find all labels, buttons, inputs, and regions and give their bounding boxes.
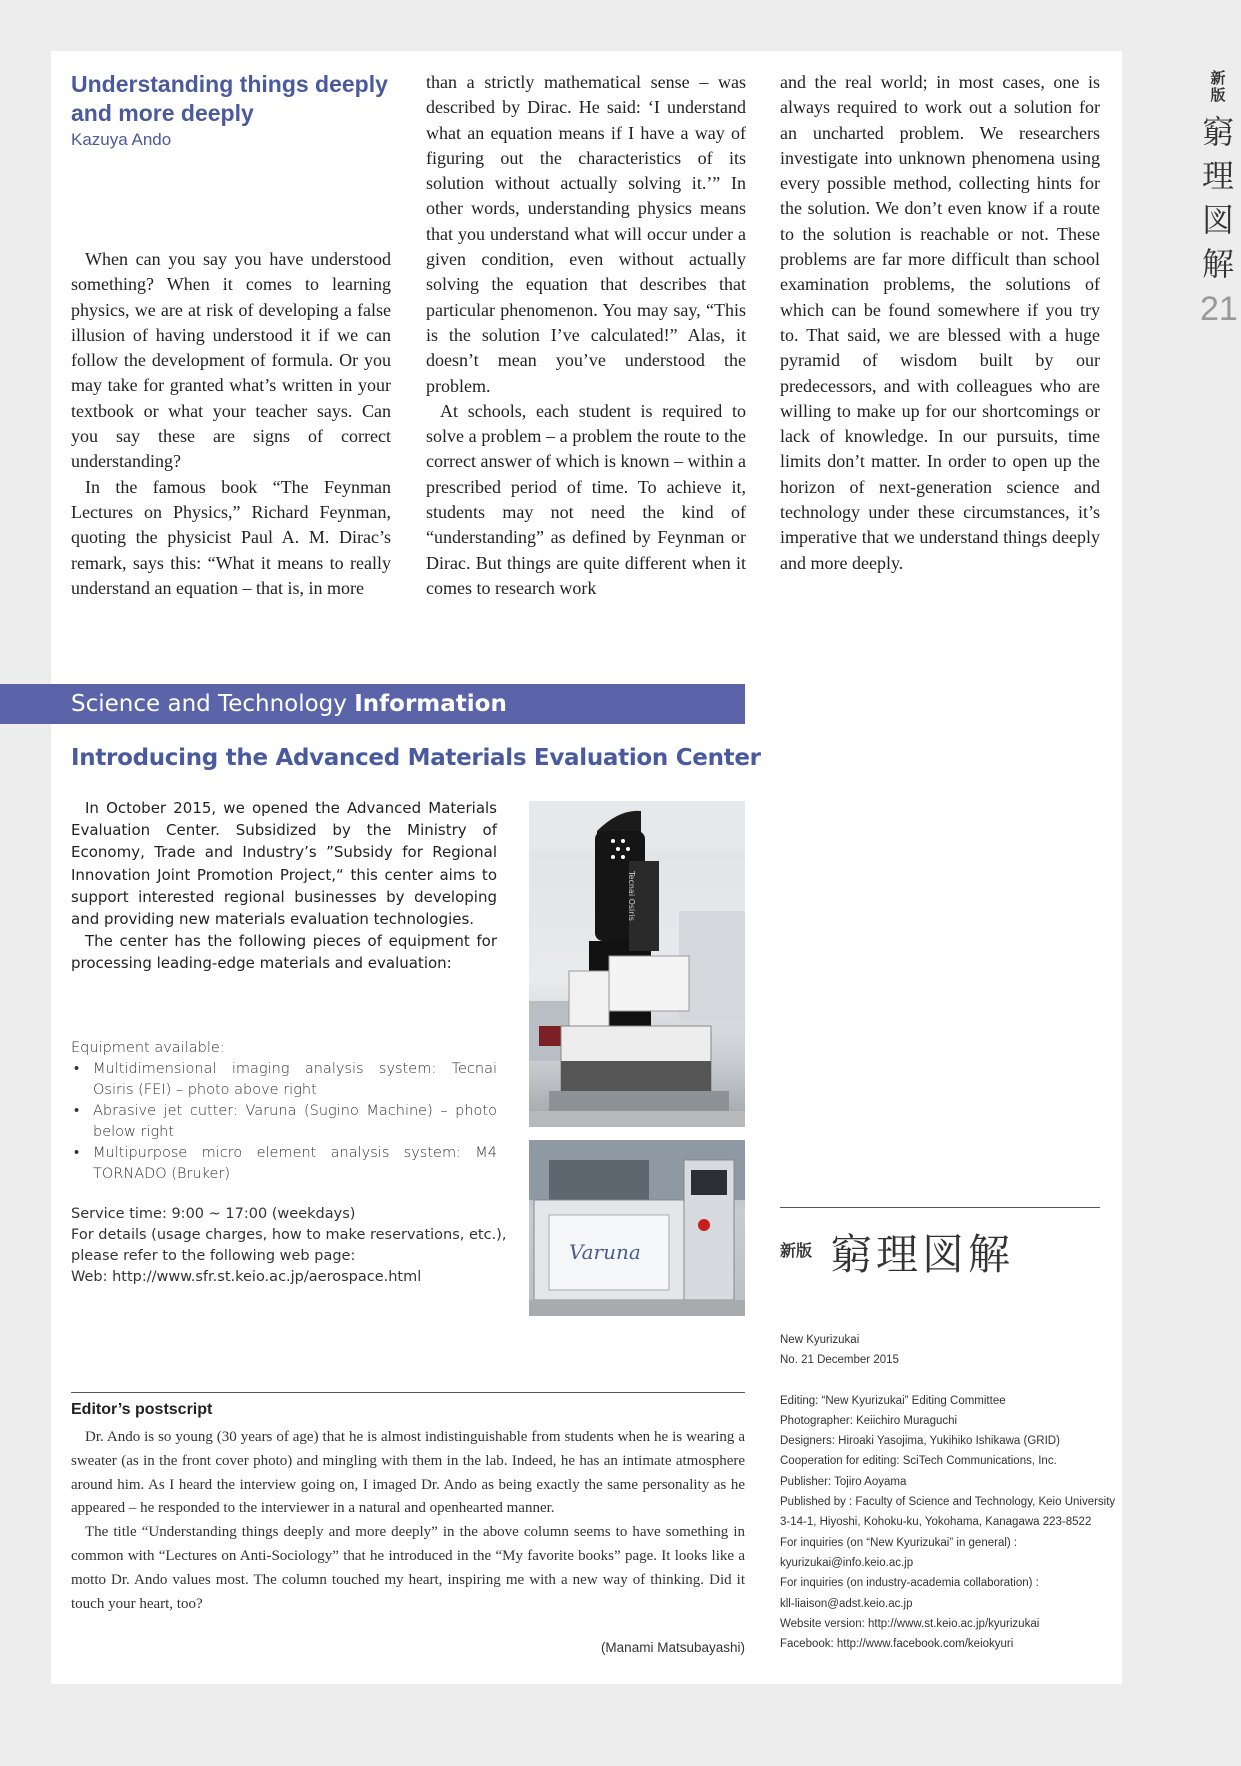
colophon-line: For inquiries (on industry-academia collaboration) : — [780, 1577, 1039, 1590]
postscript-body — [71, 1426, 745, 1616]
side-tab — [1200, 70, 1236, 329]
colophon-line: No. 21 December 2015 — [780, 1354, 899, 1367]
web-link[interactable]: Web: http://www.sfr.st.keio.ac.jp/aerospace.html — [71, 1269, 422, 1285]
section-banner — [0, 684, 745, 724]
article-column-1 — [71, 247, 391, 601]
article-column-3 — [780, 70, 1100, 576]
colophon-line: Photographer: Keiichiro Muraguchi — [780, 1414, 958, 1427]
jet-cutter-photo — [529, 1140, 745, 1316]
colophon — [780, 1330, 1116, 1654]
colophon-line: 3-14-1, Hiyoshi, Kohoku-ku, Yokohama, Kanagawa 223-8522 — [780, 1516, 1092, 1529]
colophon-line: Designers: Hiroaki Yasojima, Yukihiko Ishikawa (GRID) — [780, 1435, 1060, 1448]
list-item: • Multidimensional imaging analysis system: Tecnai Osiris (FEI) – photo above right — [71, 1059, 497, 1101]
colophon-line: Editing: “New Kyurizukai” Editing Committee — [780, 1394, 1006, 1407]
side-tab-char: 解 — [1201, 245, 1234, 283]
colophon-spacer — [780, 1371, 1110, 1391]
article-column-2 — [426, 70, 746, 601]
details-text: please refer to the following web page: — [71, 1248, 356, 1264]
microscope-photo — [529, 801, 745, 1127]
equipment-list — [71, 1038, 497, 1185]
article-paragraph: In the famous book “The Feynman Lectures on Physics,” Richard Feynman, quoting the physicist Paul A. M. Dirac’s remark, says this: “What it means to really understand an equation – that is, in more — [71, 476, 391, 598]
side-tab-char: 窮 — [1201, 113, 1234, 151]
info-title: Introducing the Advanced Materials Evaluation Center — [71, 745, 761, 771]
colophon-line: New Kyurizukai — [780, 1334, 860, 1346]
page-number: 21 — [1200, 290, 1238, 328]
colophon-line: For inquiries (on “New Kyurizukai” in general) : — [780, 1536, 1018, 1549]
postscript-paragraph: Dr. Ando is so young (30 years of age) that he is almost indistinguishable from students when he is wearing a sweater (as in the front cover photo) and mingling with them in the lab. Indeed, he has an intimate atmosphere around him. As I heard the interview going on, I imaged Dr. Ando as being exactly the same personality as he appeared – he responded to the interviewer in a natural and openhearted manner. — [71, 1429, 745, 1517]
banner-label-bold: Information — [354, 691, 507, 717]
colophon-email[interactable]: kyurizukai@info.keio.ac.jp — [780, 1556, 914, 1569]
info-paragraph: In October 2015, we opened the Advanced Materials Evaluation Center. Subsidized by the Ministry of Economy, Trade and Industry’s ”Subsidy for Regional Innovation Joint Promotion Project,“ this center aims to support interested regional businesses by developing and providing new materials evaluation technologies. — [71, 799, 497, 929]
side-tab-title — [1200, 110, 1236, 286]
service-time: Service time: 9:00 ~ 17:00 (weekdays) — [71, 1206, 356, 1222]
banner-label: Science and Technology — [71, 691, 355, 717]
article-title: Understanding things deeply and more deeply — [71, 71, 388, 126]
postscript-title: Editor’s postscript — [71, 1401, 213, 1418]
list-item: • Multipurpose micro element analysis system: M4 TORNADO (Bruker) — [71, 1143, 497, 1185]
photo-caption: Tecnai Osiris — [627, 871, 636, 921]
jet-cutter-illustration — [529, 1140, 745, 1316]
list-item: • Abrasive jet cutter: Varuna (Sugino Machine) – photo below right — [71, 1101, 497, 1143]
service-info — [71, 1204, 511, 1288]
colophon-website[interactable]: Website version: http://www.st.keio.ac.jp/kyurizukai — [780, 1617, 1040, 1630]
equipment-heading: Equipment available: — [71, 1040, 225, 1056]
info-intro — [71, 797, 497, 975]
colophon-line: Cooperation for editing: SciTech Communications, Inc. — [780, 1455, 1057, 1468]
article-paragraph: than a strictly mathematical sense – was described by Dirac. He said: ‘I understand what an equation means if I have a way of figuring out the characteristics of its solution without actually solving it.’” In other words, understanding physics means that you understand what will occur under a given condition, even without actually solving the equation that describes that particular phenomenon. You may say, “This is the solution I’ve calculated!” Alas, it doesn’t mean you’ve understood the problem. — [426, 72, 746, 396]
details-text: For details (usage charges, how to make reservations, etc.), — [71, 1227, 507, 1243]
article-paragraph: At schools, each student is required to solve a problem – a problem the route to the correct answer of which is known – within a prescribed period of time. To achieve it, students may not need the kind of “understanding” as defined by Feynman or Dirac. But things are quite different when it comes to research work — [426, 400, 746, 598]
postscript-paragraph: The title “Understanding things deeply and more deeply” in the above column seems to have something in common with “Lectures on Anti-Sociology” that he introduced in the “My favorite books” page. It looks like a motto Dr. Ando values most. The column touched my heart, inspiring me with a new way of thinking. Did it touch your heart, too? — [71, 1524, 745, 1612]
colophon-line: Published by : Faculty of Science and Technology, Keio University — [780, 1496, 1116, 1509]
masthead-logo: 窮理図解 — [830, 1230, 1015, 1279]
article-paragraph: When can you say you have understood something? When it comes to learning physics, we are at risk of developing a false illusion of having understood it if we can follow the development of formula. Or you may take for granted what’s written in your textbook or what your teacher says. Can you say these are signs of correct understanding? — [71, 249, 391, 472]
article-paragraph: and the real world; in most cases, one is always required to work out a solution for an uncharted problem. We researchers investigate into unknown phenomena using every possible method, collecting hints for the solution. We don’t even know if a route to the solution is reachable or not. These problems are far more difficult than school examination problems, the solutions of which can be found somewhere if you try to. That said, we are blessed with a huge pyramid of wisdom built by our predecessors, and with colleagues who are willing to make up for our shortcomings or lack of knowledge. In our pursuits, time limits don’t matter. In order to open up the horizon of next-generation science and technology under these circumstances, it’s imperative that we understand things deeply and more deeply. — [780, 72, 1100, 573]
info-paragraph: The center has the following pieces of equipment for processing leading-edge materials and evaluation: — [71, 932, 497, 973]
microscope-illustration — [529, 801, 745, 1127]
colophon-email[interactable]: kll-liaison@adst.keio.ac.jp — [780, 1597, 913, 1610]
photo-caption: Varuna — [569, 1240, 641, 1264]
masthead-divider — [780, 1207, 1100, 1208]
article-author: Kazuya Ando — [71, 130, 172, 149]
postscript-signature: (Manami Matsubayashi) — [600, 1640, 745, 1655]
colophon-line: Publisher: Tojiro Aoyama — [780, 1475, 907, 1488]
side-tab-char: 理 — [1201, 157, 1234, 195]
side-tab-char: 図 — [1201, 201, 1234, 239]
colophon-facebook[interactable]: Facebook: http://www.facebook.com/keiokyuri — [780, 1638, 1014, 1651]
side-tab-label: 新版 — [1210, 69, 1226, 104]
postscript-divider — [71, 1392, 745, 1393]
masthead-small: 新版 — [780, 1241, 813, 1260]
